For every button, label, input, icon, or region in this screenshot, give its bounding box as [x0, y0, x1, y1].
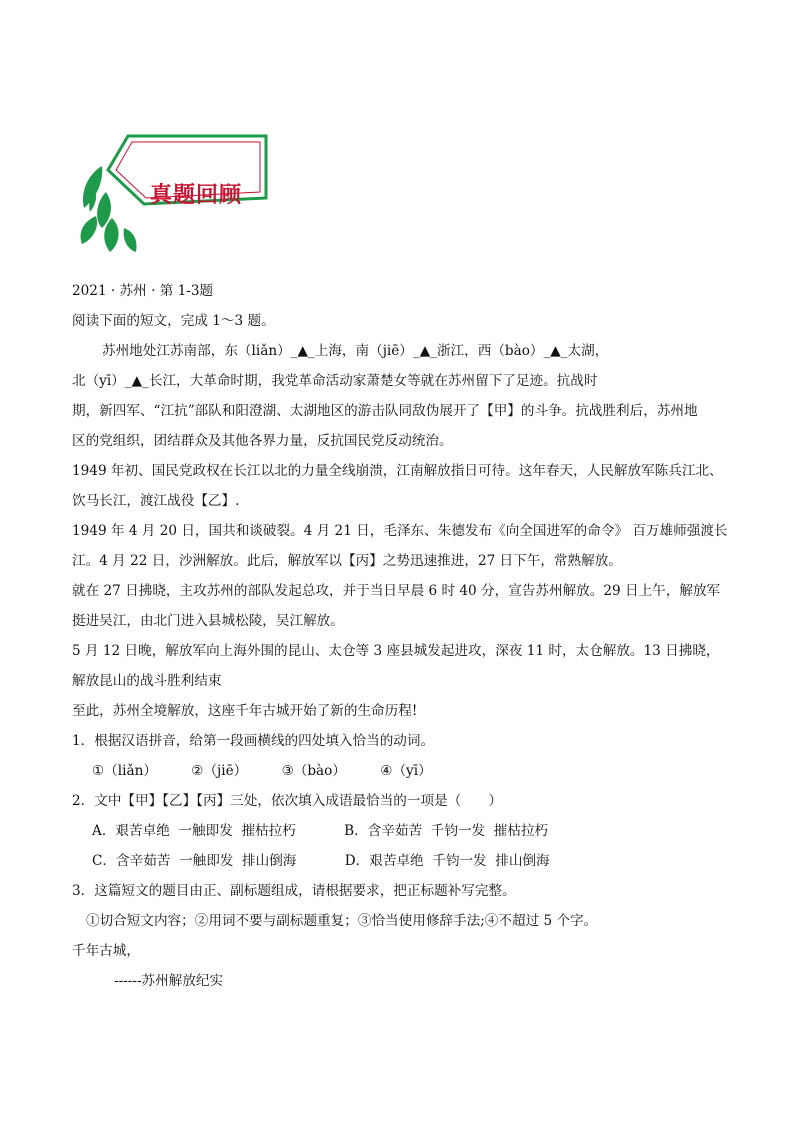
- question-stem: 1．根据汉语拼音，给第一段画横线的四处填入恰当的动词。: [72, 733, 435, 749]
- passage-line: 1949 年 4 月 20 日，国共和谈破裂。4 月 21 日，毛泽东、朱德发布《向全国进军的命令》 百万雄师强渡长: [72, 523, 728, 539]
- question-stem: 3．这篇短文的题目由正、副标题组成，请根据要求，把正标题补写完整。: [72, 883, 516, 899]
- passage-line: 至此，苏州全境解放，这座千年古城开始了新的生命历程!: [72, 703, 418, 719]
- document-body: [72, 276, 728, 996]
- pinyin-item: ③（bào）: [281, 763, 346, 779]
- passage-line: 1949 年初、国民党政权在长江以北的力量全线崩溃，江南解放指日可待。这年春天，人民解放军陈兵江北、: [72, 463, 723, 479]
- pinyin-item: ②（jiē）: [191, 763, 248, 779]
- option-row: [72, 816, 724, 846]
- subtitle: ------苏州解放纪实: [114, 973, 224, 989]
- passage-line: 苏州地处江苏南部，东（liǎn）_▲_上海，南（jiē）_▲_浙江，西（bào）_▲_太湖，: [102, 343, 609, 359]
- passage-line: 江。4 月 22 日，沙洲解放。此后，解放军以【丙】之势迅速推进，27 日下午，常熟解放。: [72, 553, 622, 569]
- option-row: [72, 846, 724, 876]
- option-a: A．艰苦卓绝 一触即发 摧枯拉朽: [92, 823, 296, 839]
- option-d: D．艰苦卓绝 千钧一发 排山倒海: [344, 853, 550, 869]
- pinyin-item: ①（liǎn）: [92, 763, 157, 779]
- pinyin-item: ④（yī）: [380, 763, 432, 779]
- passage: [72, 336, 728, 726]
- passage-line: 解放昆山的战斗胜利结束: [72, 673, 222, 689]
- passage-line: 北（yī）_▲_长江，大革命时期，我党革命活动家萧楚女等就在苏州留下了足迹。抗战时: [72, 373, 598, 389]
- passage-line: 就在 27 日拂晓，主攻苏州的部队发起总攻，并于当日早晨 6 时 40 分，宣告苏州解放。29 日上午，解放军: [72, 583, 721, 599]
- option-c: C．含辛茹苦 一触即发 排山倒海: [92, 853, 297, 869]
- main-title-prompt: 千年古城，: [72, 943, 140, 959]
- question-source: 2021 · 苏州 · 第 1-3题: [72, 283, 214, 299]
- reading-instruction: 阅读下面的短文，完成 1～3 题。: [72, 313, 275, 329]
- question-3: [72, 876, 724, 996]
- passage-line: 饮马长江，渡江战役【乙】.: [72, 493, 240, 509]
- question-stem: 2．文中【甲】【乙】【丙】三处，依次填入成语最恰当的一项是（ ）: [72, 793, 503, 809]
- passage-line: 5 月 12 日晚，解放军向上海外围的昆山、太仓等 3 座县城发起进攻，深夜 11 时，太仓解放。13 日拂晓，: [72, 643, 720, 659]
- passage-line: 期，新四军、“江抗”部队和阳澄湖、太湖地区的游击队同敌伪展开了【甲】的斗争。抗战胜利后，苏州地: [72, 403, 698, 419]
- passage-line: 区的党组织，团结群众及其他各界力量，反抗国民党反动统治。: [72, 433, 453, 449]
- question-2: [72, 786, 724, 876]
- option-b: B．含辛茹苦 千钧一发 摧枯拉朽: [344, 823, 549, 839]
- banner-title: 真题回顾: [150, 182, 243, 208]
- pinyin-items: [72, 756, 724, 786]
- requirements: ①切合短文内容；②用词不要与副标题重复；③恰当使用修辞手法;④不超过 5 个字。: [86, 913, 598, 929]
- section-banner: [72, 130, 272, 260]
- question-1: [72, 726, 724, 786]
- passage-line: 挺进吴江，由北门进入县城松陵，吴江解放。: [72, 613, 344, 629]
